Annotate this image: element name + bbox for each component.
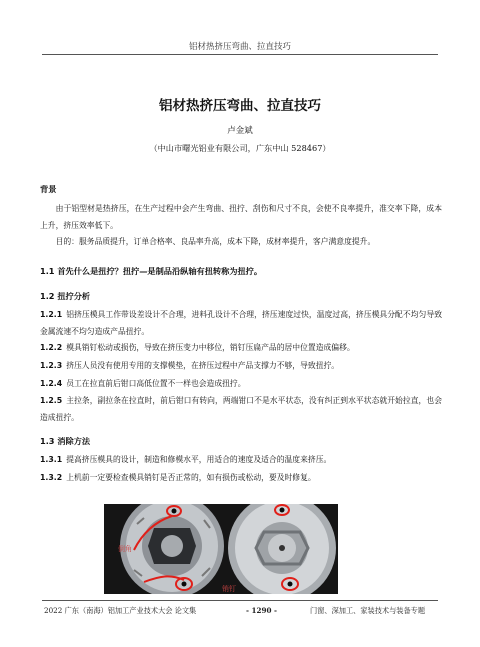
paragraph-1-3-2: [40, 470, 442, 487]
right-die: [228, 504, 336, 594]
paragraph-1-2-4: [40, 376, 442, 393]
figure-label-dowel: 销钉: [222, 585, 236, 593]
author-affiliation: （中山市曙光铝业有限公司，广东中山 528467）: [149, 143, 331, 153]
item-number: 1.2.2: [40, 343, 63, 352]
extrusion-die-photo: [104, 504, 338, 594]
item-text: 员工在拉直前后钳口高低位置不一样也会造成扭拧。: [66, 379, 246, 388]
item-number: 1.2.5: [40, 396, 63, 405]
paragraph-1-2-5: [40, 393, 442, 426]
item-text: 主拉条，副拉条在拉直时，前后钳口有转向，两端钳口不是水平状态，没有纠正到水平状态就开始拉直，也会造成扭拧。: [40, 396, 442, 422]
footer-proceedings: 2022 广东（南海）铝加工产业技术大会 论文集: [44, 606, 197, 615]
paragraph-1-2-1: [40, 307, 442, 340]
section-background-heading: 背景: [40, 184, 57, 194]
footer-divider: [42, 600, 438, 601]
section-1-2-heading: 1.2 扭拧分析: [40, 291, 91, 301]
footer-page-number: - 1290 -: [246, 606, 277, 615]
item-text: 提高挤压模具的设计，制造和修模水平，用适合的速度及适合的温度来挤压。: [66, 455, 332, 464]
paragraph-1-2-2: [40, 340, 442, 357]
background-paragraph-2: 目的：服务品质提升，订单合格率、良品率升高，成本下降，成材率提升，客户满意度提升。: [55, 237, 376, 246]
running-head: 铝材热挤压弯曲、拉直技巧: [188, 42, 291, 52]
background-paragraph-1: 由于铝型材是热挤压，在生产过程中会产生弯曲、扭拧、刮伤和尺寸不良，会使不良率提升，准交率下降，成本上升，挤压效率低下。: [40, 204, 442, 230]
paragraph-1-3-1: [40, 452, 442, 469]
item-text: 挤压人员没有使用专用的支撑模垫，在挤压过程中产品支撑力不够，导致扭拧。: [66, 361, 340, 370]
figure-label-chamfer: 倒角: [118, 545, 132, 553]
author-name: 卢金斌: [227, 126, 253, 136]
section-1-3-heading: 1.3 消除方法: [40, 436, 91, 446]
item-text: 上机前一定要检查模具销钉是否正常的，如有损伤或松动，要及时修复。: [66, 473, 316, 482]
footer-topic: 门窗、深加工、家装技术与装备专题: [310, 606, 426, 615]
item-number: 1.3.1: [40, 455, 63, 464]
header-divider: [42, 54, 438, 55]
paper-title: 铝材热挤压弯曲、拉直技巧: [159, 98, 321, 114]
item-text: 模具销钉松动或损伤，导致在挤压变力中移位，销钉压扁产品的居中位置造成偏移。: [66, 343, 355, 352]
paragraph-1-2-3: [40, 358, 442, 375]
item-number: 1.2.4: [40, 379, 63, 388]
item-number: 1.3.2: [40, 473, 63, 482]
item-number: 1.2.1: [40, 310, 63, 319]
item-text: 铝挤压模具工作带设差设计不合理，进料孔设计不合理，挤压速度过快，温度过高，挤压模具分配不均匀导致金属流速不均匀造成产品扭拧。: [40, 310, 442, 336]
section-1-1-heading: 1.1 首先什么是扭拧？扭拧—是制品沿纵轴有扭转称为扭拧。: [40, 266, 263, 276]
item-number: 1.2.3: [40, 361, 63, 370]
die-photo-drawing: [104, 504, 338, 594]
